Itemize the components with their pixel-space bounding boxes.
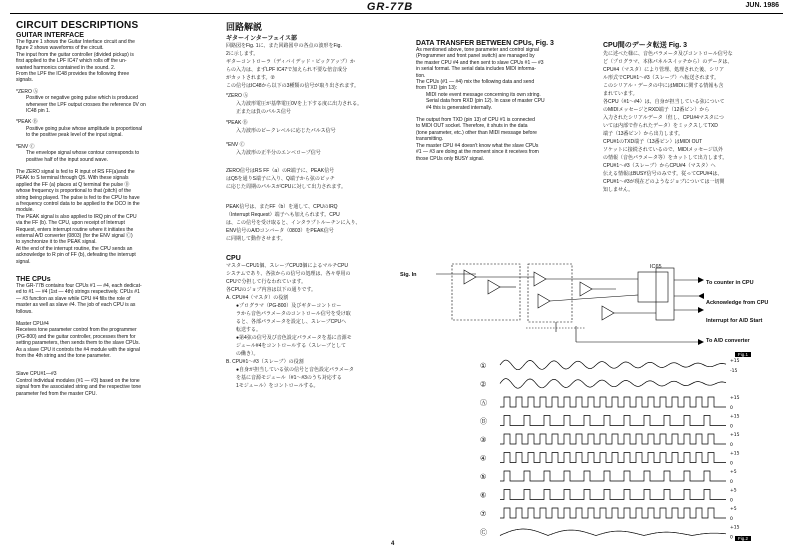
wave-label: Ⓐ bbox=[480, 399, 487, 407]
ic-label: IC65 bbox=[650, 264, 662, 270]
jp-b-item-1: ●自身が担当している弦の信号と音色設定パラメータ を基に音源モジュール（#1〜#3のうち対応する 1モジュール）をコントロールする。 bbox=[236, 367, 354, 389]
level-label: 0 bbox=[730, 535, 733, 541]
jp-zero-text: 入力波形電圧が基準電圧0Vを上下する度に出力される。 正または負のパルス信号 bbox=[236, 101, 363, 115]
wave-label: ② bbox=[480, 380, 487, 389]
circuit-diagram bbox=[416, 262, 746, 354]
guitar-intro: The figure 1 shows the Guitar Interface circuit and the figure 2 shows waveforms of the circuit. The input from the guitar controller (divided pickup) is first applied to the LPF IC47 which rolls off the un- wanted harmonics contained in the sound. 2. From the LPF the IC48 provides the following three signals. bbox=[16, 39, 135, 84]
wave-label: ⑤ bbox=[480, 473, 487, 481]
waveform-trace bbox=[500, 471, 726, 481]
column-english-1 bbox=[16, 20, 211, 397]
column-japanese-2 bbox=[603, 40, 783, 194]
fig1-tag: Fig.1 bbox=[735, 352, 751, 357]
waveform-trace bbox=[500, 360, 726, 370]
wave-label: ④ bbox=[480, 454, 487, 463]
wave-label: ③ bbox=[480, 436, 487, 444]
date: JUN. 1986 bbox=[745, 2, 779, 9]
jp-guitar-heading: ギターインターフェイス部 bbox=[226, 36, 298, 42]
waveform-plot bbox=[478, 357, 778, 545]
level-label: +15 bbox=[730, 451, 740, 457]
jp-data-transfer-heading: CPU間のデータ転送 Fig. 3 bbox=[603, 42, 688, 49]
level-label: +15 bbox=[730, 525, 740, 531]
jp-data-transfer-text-1: 先に述べた様に、音色パラメータ及びコントロール信号な ど（プログラマ、本体パネルスイッチから）のデータは、 CPU#4（マスタ）により管理、処理された後、シリア ル形式でCPU#1〜#3（スレーブ）へ転送されます。 このシリアル・データの中にはMIDIに関する情報も含 まれています。 bbox=[603, 51, 733, 97]
guitar-interface-heading: GUITAR INTERFACE bbox=[16, 32, 84, 39]
level-label: 0 bbox=[730, 517, 733, 522]
level-label: +5 bbox=[730, 470, 737, 475]
level-label: 0 bbox=[730, 480, 733, 485]
jp-a-item-2: ●第4弦の信号及び音色設定パラメータを基に音源モ ジュール#4をコントロールする（スレーブとして の働き）。 bbox=[236, 335, 352, 357]
logo: GR-77B bbox=[366, 1, 414, 13]
waveform-trace bbox=[500, 416, 726, 426]
fig2-tag: Fig.2 bbox=[735, 536, 751, 541]
level-label: +15 bbox=[730, 359, 740, 364]
cpus-heading: THE CPUs bbox=[16, 276, 51, 283]
data-transfer-text-1b: MIDI note event message concerning its own string. Serial data from RXD (pin 12). In case of master CPU #4 this is generated internally. bbox=[426, 91, 545, 111]
jp-a-item-1: ●プログラマ（PG-800）及びギターコントロー ラから音色パラメータのコントロール信号を受け取 ると、各部パラメータを設定し、スレーブCPUへ 転送する。 bbox=[236, 303, 351, 333]
wave-label: ⑦ bbox=[480, 510, 487, 518]
column-english-2 bbox=[416, 40, 596, 162]
env-text: The envelope signal whose contour corresponds to positive half of the input sound wave. bbox=[26, 150, 140, 163]
jp-data-transfer-text-2: 各CPU（#1〜#4）は、自身が担当している弦について のMIDIメッセージとRXD端子（12番ピン）から 入力されたシリアルデータ（但し、CPU#4マスタにつ いては内部で作られたデータ）をミックスしてTXD 端子（13番ピン）から出力します。 CPU#1のTXD端子（13番ピン）はMIDI OUT ソケットに接続されているので、MIDIメッセージ以外 の情報（音色パラメータ等）をカットして出力します。 CPU#1〜#3（スレーブ）からCPU#4（マスタ）へ 伝える情報はBUSY信号のみです。従ってCPU#4は、 CPU#1〜#3が現在どのようなジョブについては一切関 知しません。 bbox=[603, 99, 728, 193]
level-label: 0 bbox=[730, 443, 733, 448]
cpus-text: The GR-77B contains four CPUs #1 — #4, each dedicat- ed to #1 — #4 (1st — 4th) strings respectively. CPUs #1 — #3 function as slave while CPU #4 fills the role of master as well as slave #4. The job of each CPU is as follows. bbox=[16, 283, 142, 315]
wave-label: Ⓒ bbox=[480, 528, 487, 537]
master-text: Receives tone parameter control from the programmer (PG-800) and the guitar controller, processes them for setting parameters, then sends them to the slave CPUs. As a slave CPU it controls the #4 module with the signal from the 4th string and the tone parameter. bbox=[16, 327, 140, 360]
zero-label: *ZERO Ⓐ bbox=[16, 88, 39, 95]
jp-zero-label: *ZERO Ⓐ bbox=[226, 93, 249, 99]
waveform-figure bbox=[478, 357, 778, 545]
peak-label: *PEAK Ⓑ bbox=[16, 119, 38, 126]
jp-guitar-intro: 回路図をFig. 1に、また回路図中の各点の波形をFig. 2に示します。 ギターコントローラ（ディバイデッド・ピックアップ）か らの入力は、まずLPF IC47で加えられ不要な倍音成分 がカットされます。② この信号はIC48から以下の3種類の信号が取り出されます。 bbox=[226, 43, 359, 89]
slave-heading: Slave CPU#1—#3 bbox=[16, 371, 57, 378]
jp-peak-text: 入力波形のピークレベルに応じたパルス信号 bbox=[236, 128, 336, 134]
jp-a-heading: A. CPU#4（マスタ）の役割 bbox=[226, 295, 289, 301]
level-label: 0 bbox=[730, 461, 733, 467]
waveform-trace bbox=[500, 490, 726, 500]
waveform-trace bbox=[500, 508, 726, 518]
jp-env-label: *ENV Ⓒ bbox=[226, 142, 245, 148]
waveform-trace bbox=[500, 434, 726, 444]
sig-in-label: Sig. In bbox=[400, 272, 417, 278]
level-label: 0 bbox=[730, 406, 733, 411]
level-label: +15 bbox=[730, 414, 740, 420]
data-transfer-text-2: The output from TXD (pin 13) of CPU #1 is connected to MIDI OUT socket. Therefore, it shuts in the data (tone parameter, etc.) other than MIDI message before transmitting. The master CPU #4 doesn't know what the slave CPUs #1 — #3 are doing at the moment since it receives from those CPUs only BUSY signal. bbox=[416, 117, 539, 162]
data-transfer-heading: DATA TRANSFER BETWEEN CPUs, Fig. 3 bbox=[416, 40, 554, 47]
section-title: CIRCUIT DESCRIPTIONS bbox=[16, 20, 139, 31]
env-label: *ENV Ⓒ bbox=[16, 143, 35, 150]
wave-label: ① bbox=[480, 362, 487, 370]
jp-cpu-heading: CPU bbox=[226, 255, 241, 262]
acknowledge-label: Acknowledge from CPU bbox=[706, 300, 769, 306]
master-heading: Master CPU#4 bbox=[16, 321, 49, 328]
peak-text: Positive going pulse whose amplitude is proportional to the positive peak level of the input signal. bbox=[26, 125, 143, 139]
wave-label: Ⓑ bbox=[480, 417, 487, 426]
jp-peak-label: *PEAK Ⓑ bbox=[226, 120, 248, 126]
wave-label: ⑥ bbox=[480, 491, 487, 500]
interrupt-label: Interrupt for A/D Start bbox=[706, 318, 763, 324]
level-label: -15 bbox=[730, 369, 738, 374]
zero-text: Positive or negative going pulse which is produced whenever the LPF output crosses the reference 0V on IC48 pin 1. bbox=[26, 95, 146, 115]
level-label: +15 bbox=[730, 396, 740, 401]
jp-section-title: 回路解説 bbox=[226, 22, 263, 32]
level-label: +5 bbox=[730, 488, 737, 494]
level-label: +15 bbox=[730, 433, 740, 438]
waveform-trace bbox=[500, 379, 726, 389]
to-counter-label: To counter in CPU bbox=[706, 280, 754, 286]
page-number: 4 bbox=[391, 541, 395, 547]
guitar-body: The ZERO signal is fed to R input of RS FF(a)and the PEAK to S terminal through Q5. With these signals applied the FF (a) places at Q terminal the pulse Ⓓ whose frequency is proportional to that (pitch) of the string being played. The pulse is fed to the CPU to have a frequency control data to be applied to the DCO in the module. The PEAK signal is also applied to IRQ pin of the CPU via the FF (b). The CPU, upon receipt of Interrupt Request, enters interrupt routine where it initiates the external A/D converter (0803) (for the ENV signal Ⓒ) to synchronize it to the PEAK signal. At the end of the interrupt routine, the CPU sends an acknowledge to R pin of FF (b), defeating the interrupt signal. bbox=[16, 168, 140, 265]
waveform-trace bbox=[500, 397, 726, 407]
column-japanese-1 bbox=[226, 20, 406, 390]
data-transfer-text-1: As mentioned above, tone parameter and control signal (Programmer and front panel switch) are managed by the master CPU #4 and then sent to slave CPUs #1 — #3 in serial format. The serial data includes MIDI informa- tion. The CPUs (#1 — #4) mix the following data and send from TXD (pin 13): bbox=[416, 47, 544, 92]
level-label: +5 bbox=[730, 507, 737, 512]
slave-text: Control individual modules (#1 — #3) based on the tone signal from the associated string and the respective tone parameter fed from the master CPU. bbox=[16, 377, 142, 397]
jp-body-2: PEAK信号は、またFF（b）を通して、CPUのIRQ （Interrupt Request）端子へも加えられます。CPU は、この信号を受け取ると、インタラプトルーチンに入り、 ENV信号のA/Dコンバータ（0803）をPEAK信号 に同期して動作させます。 bbox=[226, 204, 361, 242]
waveform-trace bbox=[500, 529, 726, 536]
jp-cpu-text: マスターCPU1個、スレーブCPU3個によるマルチCPU システムであり、各弦からの信号の処理は、各々専用の CPUで分担して行なわれています。 各CPUのジョブ内容は以下の通りです。 bbox=[226, 263, 351, 293]
jp-env-text: 入力波形の正半分のエンベロープ信号 bbox=[236, 150, 321, 156]
waveform-trace bbox=[500, 453, 726, 463]
jp-b-heading: B. CPU#1〜#3（スレーブ）の役割 bbox=[226, 359, 304, 365]
to-ad-label: To A/D converter bbox=[706, 338, 750, 344]
circuit-schematic bbox=[416, 262, 746, 354]
header-rule bbox=[10, 13, 783, 14]
jp-body-1: ZERO信号はRS FF（a）のR端子に、PEAK信号 はQ5を通りS端子に入り、Q端子から弦のピッチ に応じた周期のパルスがCPUに対して出力されます。 bbox=[226, 168, 347, 190]
level-label: 0 bbox=[730, 424, 733, 430]
level-label: 0 bbox=[730, 498, 733, 504]
